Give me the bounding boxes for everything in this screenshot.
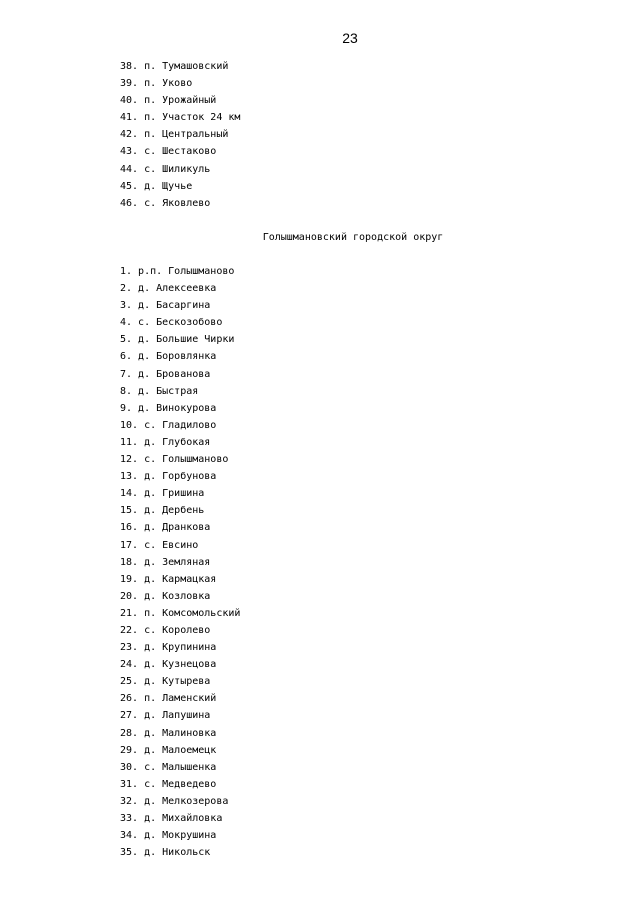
list-item: 3. д. Басаргина: [120, 300, 211, 312]
page-number: 23: [342, 30, 358, 46]
list-item: 45. д. Щучье: [120, 180, 193, 192]
list-item: 30. с. Малышенка: [120, 761, 217, 773]
settlement-list-golyshmanovsky: [120, 263, 240, 861]
list-item: 5. д. Большие Чирки: [120, 334, 235, 346]
list-item: 40. п. Урожайный: [120, 95, 217, 107]
list-item: 24. д. Кузнецова: [120, 659, 217, 671]
list-item: 4. с. Бескозобово: [120, 317, 223, 329]
list-item: 31. с. Медведево: [120, 778, 217, 790]
list-item: 1. р.п. Голышманово: [120, 266, 235, 277]
list-item: 35. д. Никольск: [120, 847, 211, 859]
list-item: 41. п. Участок 24 км: [120, 112, 241, 124]
list-item: 16. д. Дранкова: [120, 522, 211, 534]
list-item: 33. д. Михайловка: [120, 813, 223, 824]
list-item: 11. д. Глубокая: [120, 436, 211, 448]
list-item: 34. д. Мокрушина: [120, 830, 217, 842]
list-item: 20. д. Козловка: [120, 590, 211, 602]
list-item: 21. п. Комсомольский: [120, 607, 241, 619]
list-item: 13. д. Горбунова: [120, 471, 217, 483]
list-item: 8. д. Быстрая: [120, 385, 199, 397]
list-item: 25. д. Кутырева: [120, 676, 211, 688]
list-item: 6. д. Боровлянка: [120, 351, 217, 363]
list-item: 23. д. Крупинина: [120, 642, 217, 654]
list-item: 27. д. Лапушина: [120, 710, 211, 722]
list-item: 19. д. Кармацкая: [120, 573, 217, 585]
list-item: 46. с. Яковлево: [120, 197, 211, 209]
list-item: 15. д. Дербень: [120, 505, 205, 517]
list-item: 12. с. Голышманово: [120, 454, 229, 466]
list-item: 14. д. Гришина: [120, 488, 205, 500]
list-item: 28. д. Малиновка: [120, 727, 217, 739]
list-item: 18. д. Земляная: [120, 556, 211, 568]
list-item: 39. п. Уково: [120, 78, 193, 90]
list-item: 17. с. Евсино: [120, 539, 199, 551]
list-item: 9. д. Винокурова: [120, 402, 217, 414]
list-item: 29. д. Малоемецк: [120, 744, 217, 756]
list-item: 44. с. Шиликуль: [120, 163, 211, 175]
settlement-list-continued: [120, 58, 240, 212]
list-item: 32. д. Мелкозерова: [120, 795, 229, 807]
list-item: 38. п. Тумашовский: [120, 61, 229, 72]
list-item: 10. с. Гладилово: [120, 419, 217, 431]
list-item: 2. д. Алексеевка: [120, 283, 217, 295]
list-item: 26. п. Ламенский: [120, 693, 217, 705]
list-item: 22. с. Королево: [120, 624, 211, 636]
list-item: 42. п. Центральный: [120, 129, 229, 141]
list-item: 7. д. Брованова: [120, 368, 211, 380]
section-heading: Голышмановский городской округ: [262, 232, 444, 243]
list-item: 43. с. Шестаково: [120, 146, 217, 158]
